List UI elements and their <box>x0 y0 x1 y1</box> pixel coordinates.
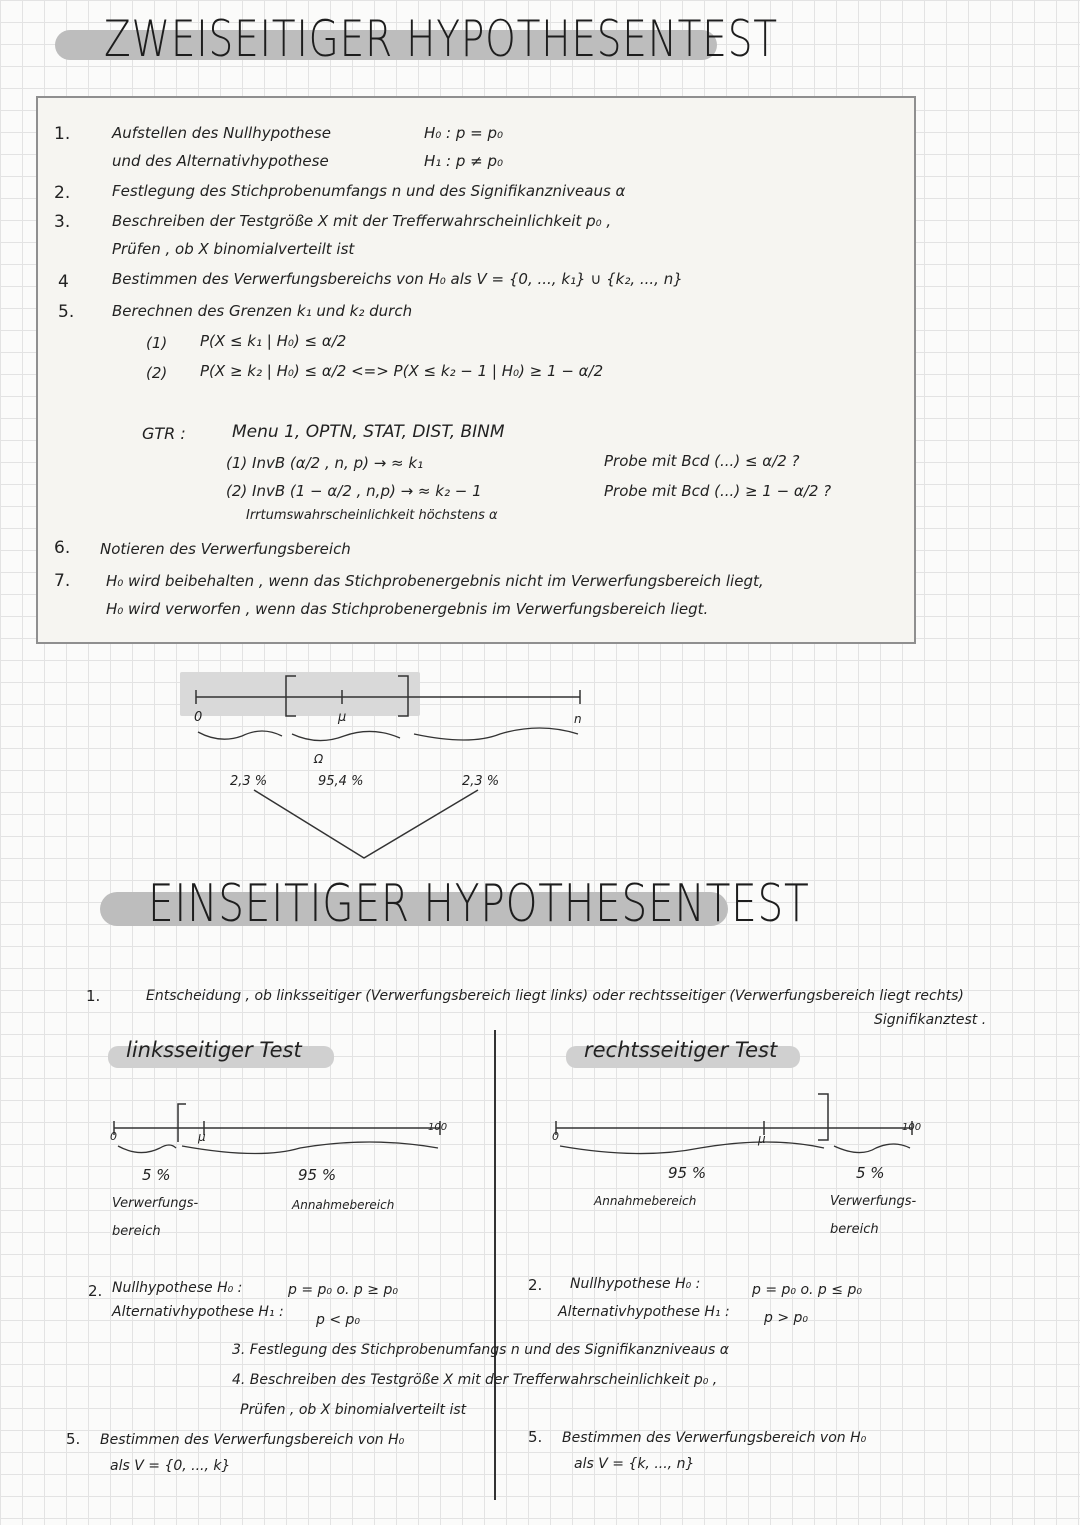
step-number: 1. <box>86 987 101 1005</box>
null-hypothesis-eq: p = p₀ o. p ≤ p₀ <box>752 1282 862 1298</box>
alt-hypothesis-eq: p > p₀ <box>764 1310 809 1326</box>
axis-start: 0 <box>110 1130 117 1143</box>
rejection-region-right: Bestimmen des Verwerfungsbereich von H₀ <box>562 1430 867 1446</box>
step7-text-b: H₀ wird verworfen , wenn das Stichprobenergebnis im Verwerfungsbereich liegt. <box>106 600 709 618</box>
left-test-heading: linksseitiger Test <box>126 1038 302 1062</box>
step5-text: Berechnen des Grenzen k₁ und k₂ durch <box>112 302 413 320</box>
step-number: 5. <box>66 1430 81 1448</box>
rejection-set-left: als V = {0, ..., k} <box>110 1458 231 1474</box>
step1-equation: H₀ : p = p₀ <box>424 124 504 142</box>
small-percent: 5 % <box>856 1164 885 1182</box>
condition-label: (2) <box>146 364 168 382</box>
mu-label: μ <box>198 1130 206 1144</box>
step-number: 7. <box>54 571 71 591</box>
mu-label: μ <box>338 710 347 725</box>
step-number: 2. <box>54 183 71 203</box>
left-percent: 2,3 % <box>230 774 268 789</box>
condition-1: P(X ≤ k₁ | H₀) ≤ α/2 <box>200 332 347 350</box>
step6-text: Notieren des Verwerfungsbereich <box>100 540 351 558</box>
right-bracket <box>818 1094 828 1140</box>
step7-text: H₀ wird beibehalten , wenn das Stichprobenergebnis nicht im Verwerfungsbereich liegt, <box>106 572 764 590</box>
alt-hypothesis: Alternativhypothese H₁ : <box>112 1304 284 1320</box>
step4-text: Bestimmen des Verwerfungsbereichs von H₀ als V = {0, ..., k₁} ∪ {k₂, ..., n} <box>112 270 683 288</box>
left-bracket <box>178 1104 186 1142</box>
step1-text: Aufstellen des Nullhypothese <box>112 124 331 142</box>
step-number: 4 <box>58 272 69 292</box>
shared-step3: 3. Festlegung des Stichprobenumfangs n und des Signifikanzniveaus α <box>232 1342 730 1358</box>
right-percent: 2,3 % <box>462 774 500 789</box>
big-percent: 95 % <box>298 1166 337 1184</box>
null-hypothesis-eq: p = p₀ o. p ≥ p₀ <box>288 1282 398 1298</box>
small-percent: 5 % <box>142 1166 171 1184</box>
step-number: 3. <box>54 212 71 232</box>
step-number: 5. <box>528 1428 543 1446</box>
step2-text: Festlegung des Stichprobenumfangs n und des Signifikanzniveaus α <box>112 182 626 200</box>
mid-percent: 95,4 % <box>318 774 364 789</box>
rejection-label-b: bereich <box>830 1222 879 1237</box>
step-number: 2. <box>88 1282 103 1300</box>
gtr-step-2: (2) InvB (1 − α/2 , n,p) → ≈ k₂ − 1 <box>226 482 482 500</box>
shared-step4-b: Prüfen , ob X binomialverteilt ist <box>240 1402 467 1418</box>
axis-end: n <box>574 712 582 726</box>
shared-step4: 4. Beschreiben des Testgröße X mit der Trefferwahrscheinlichkeit p₀ , <box>232 1372 718 1388</box>
step1-text-b: und des Alternativhypothese <box>112 152 329 170</box>
alt-hypothesis: Alternativhypothese H₁ : <box>558 1304 730 1320</box>
step3-text-b: Prüfen , ob X binomialverteilt ist <box>112 240 355 258</box>
axis-end: 100 <box>902 1122 922 1133</box>
section-title: EINSEITIGER HYPOTHESENTEST <box>148 874 810 934</box>
mu-label: μ <box>758 1132 766 1146</box>
condition-label: (1) <box>146 334 168 352</box>
alt-hypothesis-eq: p < p₀ <box>316 1312 361 1328</box>
condition-2: P(X ≥ k₂ | H₀) ≤ α/2 <=> P(X ≤ k₂ − 1 | H₀) ≥ 1 − α/2 <box>200 362 604 380</box>
axis-start: 0 <box>552 1130 559 1143</box>
decision-text-end: Signifikanztest . <box>874 1012 987 1028</box>
rejection-label: Verwerfungs- <box>112 1196 199 1211</box>
gtr-probe-1: Probe mit Bcd (...) ≤ α/2 ? <box>604 452 800 470</box>
sigma-label: Ω <box>314 752 324 766</box>
gtr-menu: Menu 1, OPTN, STAT, DIST, BINM <box>232 422 505 442</box>
step1-equation-b: H₁ : p ≠ p₀ <box>424 152 504 170</box>
big-percent: 95 % <box>668 1164 707 1182</box>
rejection-label: Verwerfungs- <box>830 1194 917 1209</box>
null-hypothesis: Nullhypothese H₀ : <box>112 1280 243 1296</box>
axis-start: 0 <box>194 710 203 725</box>
acceptance-label: Annahmebereich <box>594 1194 697 1208</box>
step-number: 1. <box>54 124 71 144</box>
step3-text: Beschreiben der Testgröße X mit der Trefferwahrscheinlichkeit p₀ , <box>112 212 612 230</box>
rejection-set-right: als V = {k, ..., n} <box>574 1456 695 1472</box>
step-number: 5. <box>58 302 75 322</box>
gtr-step-1: (1) InvB (α/2 , n, p) → ≈ k₁ <box>226 454 424 472</box>
rejection-label-b: bereich <box>112 1224 161 1239</box>
irrtum-note: Irrtumswahrscheinlichkeit höchstens α <box>246 508 498 523</box>
step-number: 6. <box>54 538 71 558</box>
gtr-label: GTR : <box>142 424 186 443</box>
step-number: 2. <box>528 1276 543 1294</box>
null-hypothesis: Nullhypothese H₀ : <box>570 1276 701 1292</box>
decision-text: Entscheidung , ob linksseitiger (Verwerfungsbereich liegt links) oder rechtsseitiger (Verwerfungsbereich liegt rechts) <box>146 988 964 1004</box>
gtr-probe-2: Probe mit Bcd (...) ≥ 1 − α/2 ? <box>604 482 832 500</box>
acceptance-label: Annahmebereich <box>292 1198 395 1212</box>
rejection-region-left: Bestimmen des Verwerfungsbereich von H₀ <box>100 1432 405 1448</box>
axis-end: 100 <box>428 1122 448 1133</box>
right-test-heading: rechtsseitiger Test <box>584 1038 778 1062</box>
page-title: ZWEISEITIGER HYPOTHESENTEST <box>104 10 778 68</box>
